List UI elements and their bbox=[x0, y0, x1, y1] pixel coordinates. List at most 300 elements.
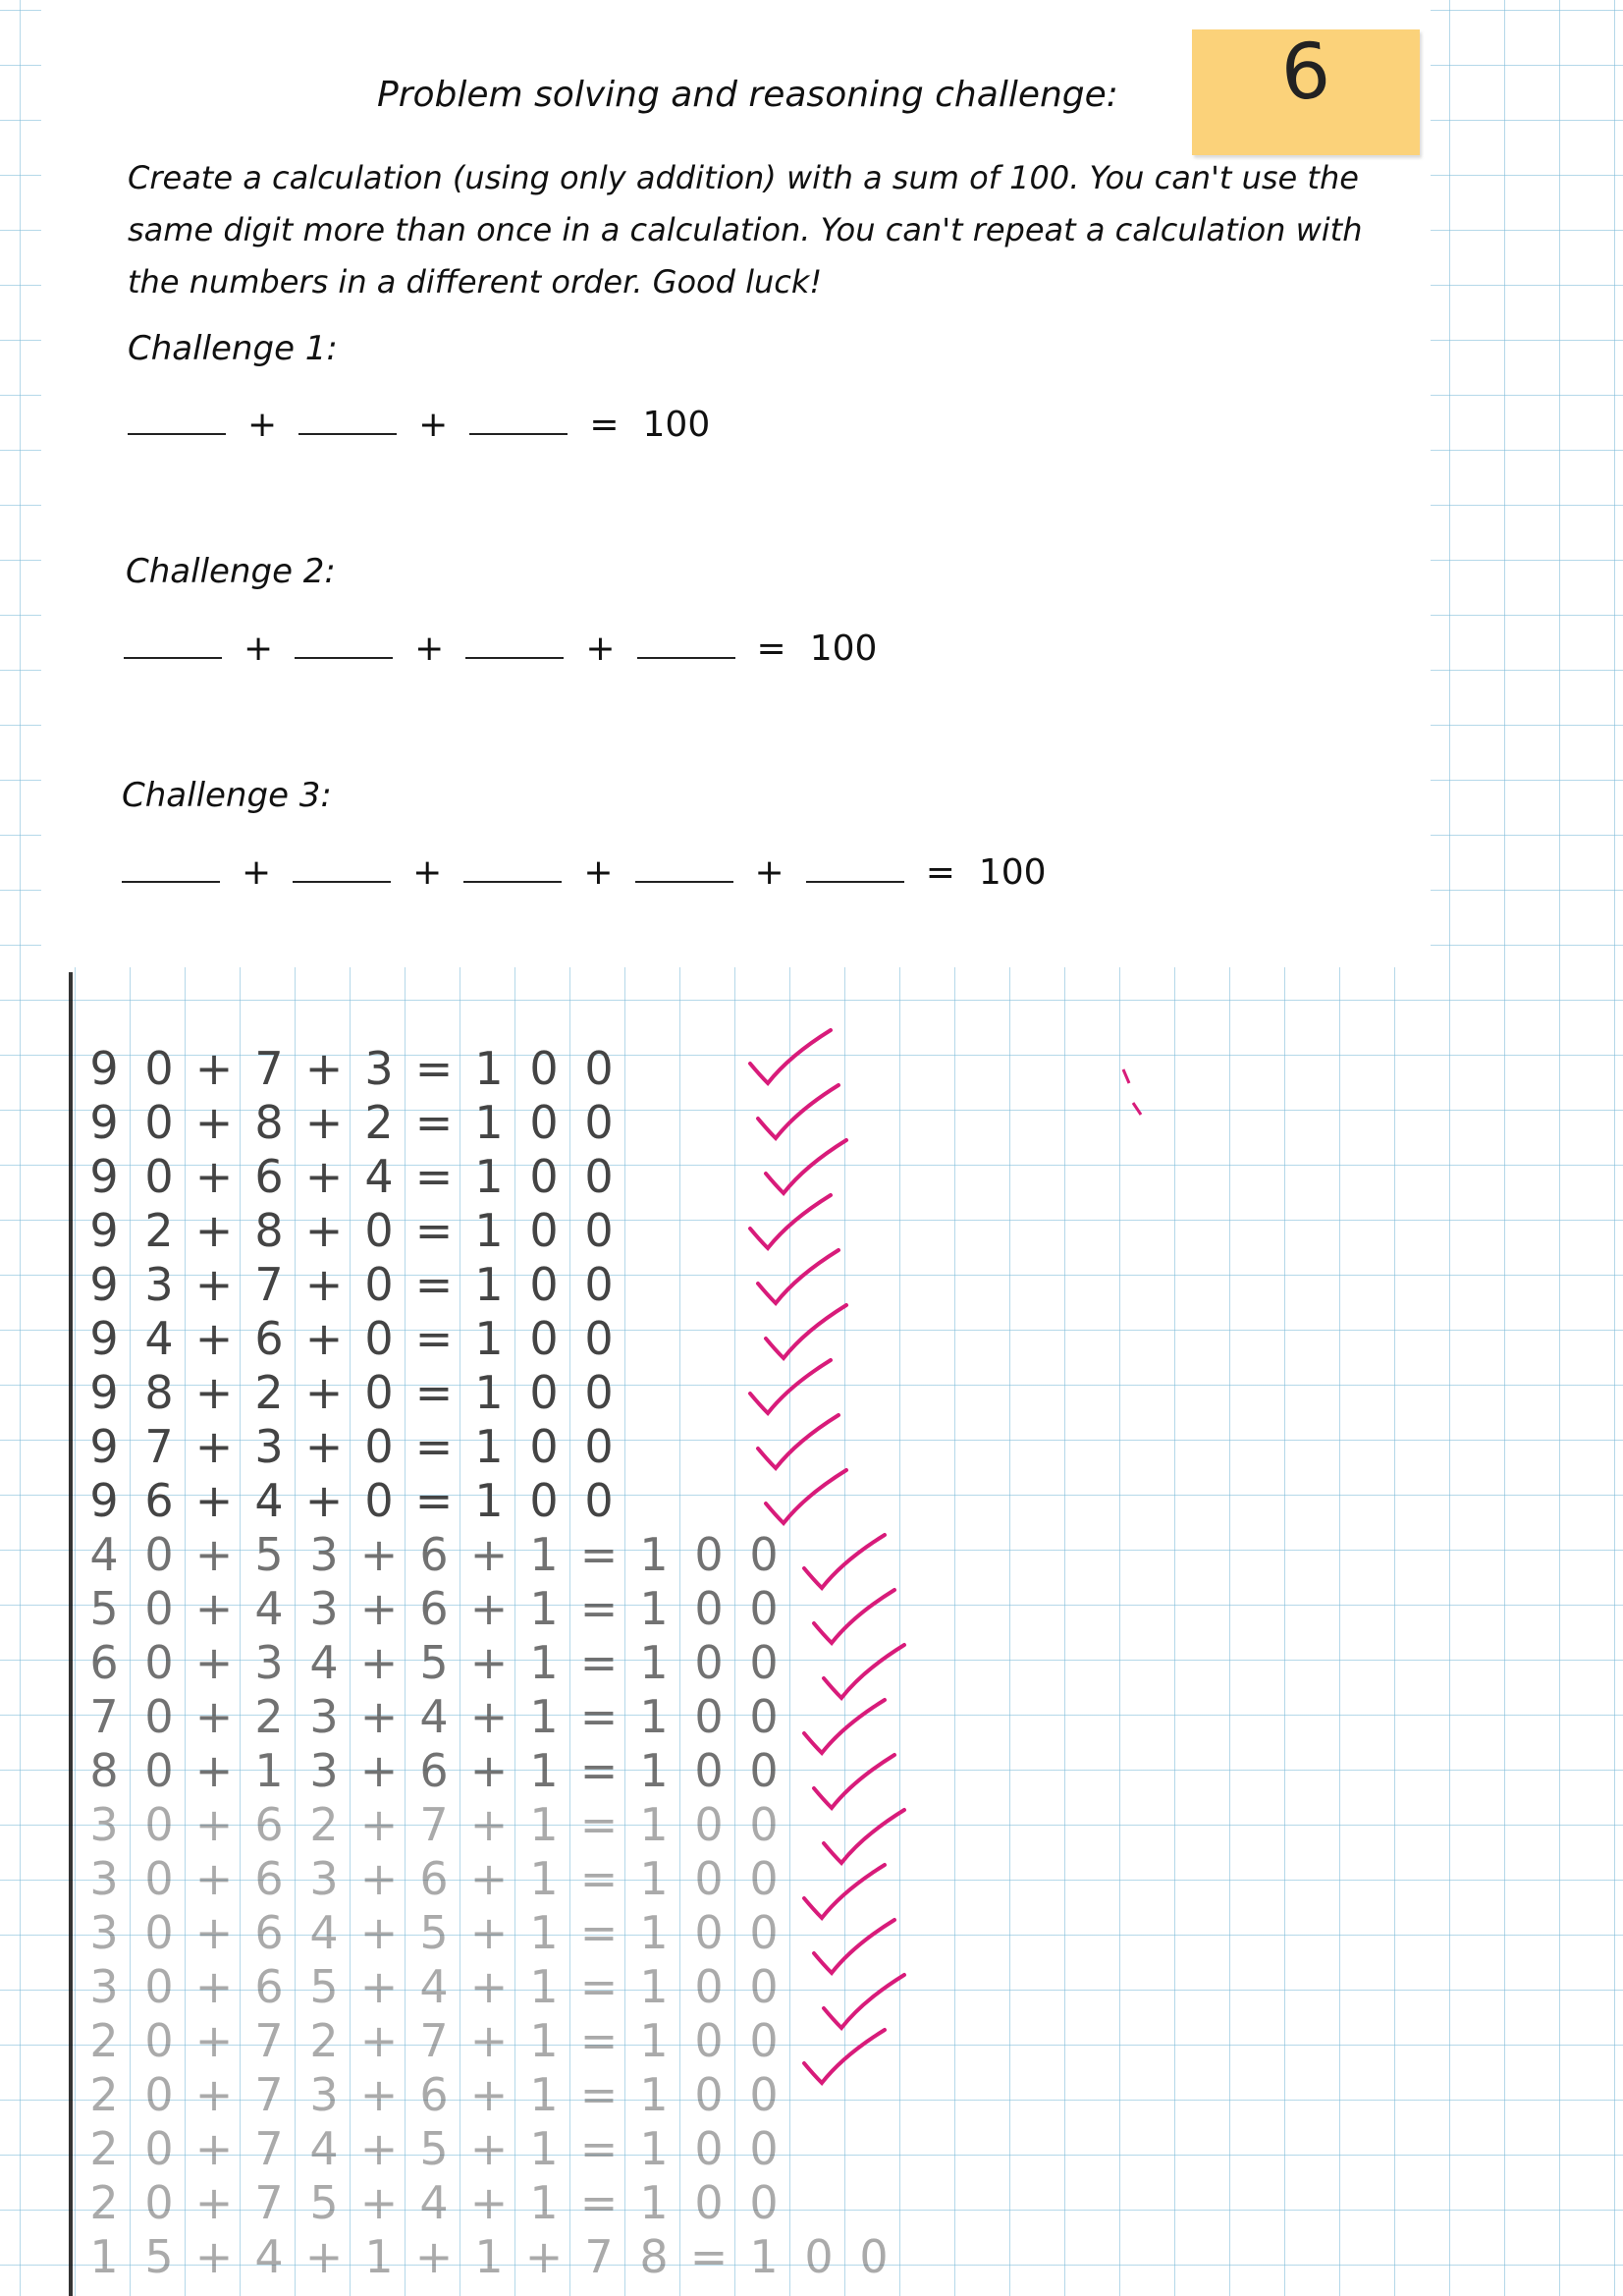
handwritten-char: 0 bbox=[144, 1582, 174, 1635]
handwritten-char: + bbox=[304, 1474, 344, 1527]
handwritten-char: 1 bbox=[639, 1528, 669, 1581]
handwritten-char: + bbox=[469, 2176, 509, 2229]
handwritten-char: + bbox=[194, 1906, 234, 1959]
handwritten-char: + bbox=[194, 1798, 234, 1851]
handwritten-char: 6 bbox=[419, 2068, 449, 2121]
handwritten-char: 9 bbox=[89, 1312, 119, 1365]
handwritten-char: 1 bbox=[529, 2068, 559, 2121]
handwritten-char: 8 bbox=[89, 1744, 119, 1797]
handwritten-char: 7 bbox=[144, 1420, 174, 1473]
handwritten-char: 0 bbox=[749, 1636, 779, 1689]
handwritten-char: 6 bbox=[254, 1150, 284, 1203]
handwritten-char: + bbox=[304, 1258, 344, 1311]
handwritten-char: = bbox=[579, 1636, 619, 1689]
handwritten-char: = bbox=[414, 1366, 454, 1419]
handwritten-char: 0 bbox=[749, 2122, 779, 2175]
handwritten-char: 1 bbox=[529, 2014, 559, 2067]
handwritten-char: + bbox=[359, 1690, 399, 1743]
handwritten-char: + bbox=[359, 2122, 399, 2175]
handwritten-row bbox=[77, 1203, 626, 1258]
handwritten-char: 6 bbox=[419, 1528, 449, 1581]
handwritten-char: 1 bbox=[474, 1042, 504, 1095]
handwritten-row bbox=[77, 1365, 626, 1420]
handwritten-char: 1 bbox=[639, 2068, 669, 2121]
handwritten-char: 6 bbox=[254, 1960, 284, 2013]
handwritten-char: 7 bbox=[89, 1690, 119, 1743]
handwritten-row bbox=[77, 1905, 791, 1960]
handwritten-char: + bbox=[359, 2014, 399, 2067]
handwritten-char: 0 bbox=[694, 1636, 724, 1689]
handwritten-char: = bbox=[414, 1474, 454, 1527]
sticky-note bbox=[1192, 29, 1420, 155]
handwritten-char: 9 bbox=[89, 1420, 119, 1473]
challenge-2-label: Challenge 2: bbox=[126, 552, 336, 591]
handwritten-row bbox=[77, 2229, 901, 2284]
handwritten-char: 7 bbox=[254, 2122, 284, 2175]
handwritten-char: 9 bbox=[89, 1366, 119, 1419]
handwritten-char: 4 bbox=[254, 1474, 284, 1527]
handwritten-char: 1 bbox=[529, 1636, 559, 1689]
handwritten-char: 0 bbox=[364, 1474, 394, 1527]
handwritten-char: + bbox=[194, 1582, 234, 1635]
handwritten-char: 0 bbox=[144, 1042, 174, 1095]
handwritten-row bbox=[77, 1959, 791, 2014]
handwritten-char: 0 bbox=[364, 1258, 394, 1311]
handwritten-char: 0 bbox=[749, 1528, 779, 1581]
handwritten-char: 7 bbox=[584, 2230, 614, 2283]
answer-blank[interactable] bbox=[298, 427, 397, 435]
handwritten-char: 7 bbox=[254, 1258, 284, 1311]
target-total: 100 bbox=[809, 629, 878, 669]
handwritten-char: 1 bbox=[529, 1528, 559, 1581]
answer-blank[interactable] bbox=[122, 875, 220, 883]
handwritten-char: + bbox=[194, 1096, 234, 1149]
handwritten-char: 1 bbox=[639, 2122, 669, 2175]
handwritten-char: + bbox=[469, 1528, 509, 1581]
handwritten-char: + bbox=[194, 1852, 234, 1905]
handwritten-char: 6 bbox=[419, 1852, 449, 1905]
handwritten-char: 1 bbox=[529, 1852, 559, 1905]
answer-blank[interactable] bbox=[293, 875, 391, 883]
handwritten-char: 0 bbox=[364, 1312, 394, 1365]
handwritten-char: 0 bbox=[364, 1420, 394, 1473]
handwritten-char: + bbox=[194, 2122, 234, 2175]
handwritten-char: 3 bbox=[254, 1636, 284, 1689]
handwritten-char: 0 bbox=[529, 1258, 559, 1311]
handwritten-char: 6 bbox=[254, 1798, 284, 1851]
handwritten-char: = bbox=[579, 2122, 619, 2175]
handwritten-char: 4 bbox=[89, 1528, 119, 1581]
teacher-tick bbox=[762, 1466, 850, 1535]
handwritten-char: 0 bbox=[694, 1582, 724, 1635]
handwritten-char: 4 bbox=[309, 1906, 339, 1959]
handwritten-char: 1 bbox=[639, 2014, 669, 2067]
handwritten-char: 0 bbox=[144, 1096, 174, 1149]
handwritten-char: 2 bbox=[144, 1204, 174, 1257]
handwritten-char: 1 bbox=[639, 1582, 669, 1635]
handwritten-char: = bbox=[579, 2176, 619, 2229]
handwritten-char: 1 bbox=[529, 1744, 559, 1797]
handwritten-char: 0 bbox=[144, 1636, 174, 1689]
target-total: 100 bbox=[978, 852, 1047, 893]
handwritten-char: 5 bbox=[419, 1636, 449, 1689]
handwritten-char: + bbox=[469, 1906, 509, 1959]
handwritten-char: 6 bbox=[254, 1906, 284, 1959]
handwritten-char: 0 bbox=[694, 1690, 724, 1743]
handwritten-char: 8 bbox=[144, 1366, 174, 1419]
handwritten-char: 3 bbox=[89, 1798, 119, 1851]
handwritten-char: 1 bbox=[474, 1474, 504, 1527]
handwritten-row bbox=[77, 1311, 626, 1366]
handwritten-char: 0 bbox=[584, 1096, 614, 1149]
handwritten-char: = bbox=[414, 1150, 454, 1203]
handwritten-char: 0 bbox=[584, 1042, 614, 1095]
handwritten-char: = bbox=[579, 1798, 619, 1851]
handwritten-char: 1 bbox=[474, 1150, 504, 1203]
plus-sign: + bbox=[414, 629, 445, 669]
handwritten-char: 4 bbox=[144, 1312, 174, 1365]
handwritten-char: 0 bbox=[584, 1312, 614, 1365]
challenge-3-label: Challenge 3: bbox=[122, 776, 332, 815]
handwritten-char: 1 bbox=[474, 1258, 504, 1311]
handwritten-char: + bbox=[359, 1960, 399, 2013]
instructions-text: Create a calculation (using only addition) with a sum of 100. You can't use the same digit more than once in a calculation. You can't repeat a calculation with the numbers in a different order. Good luck! bbox=[128, 159, 1363, 301]
handwritten-char: 3 bbox=[89, 1852, 119, 1905]
handwritten-char: 0 bbox=[529, 1420, 559, 1473]
handwritten-char: 0 bbox=[144, 1960, 174, 2013]
handwritten-char: 8 bbox=[254, 1096, 284, 1149]
handwritten-char: 6 bbox=[254, 1312, 284, 1365]
handwritten-char: 0 bbox=[529, 1204, 559, 1257]
teacher-tick bbox=[800, 2026, 889, 2095]
target-total: 100 bbox=[642, 405, 711, 445]
handwritten-char: + bbox=[469, 1690, 509, 1743]
handwritten-char: 5 bbox=[419, 1906, 449, 1959]
handwritten-char: 1 bbox=[254, 1744, 284, 1797]
answer-blank[interactable] bbox=[806, 875, 904, 883]
handwritten-char: 0 bbox=[859, 2230, 889, 2283]
handwritten-char: + bbox=[469, 1744, 509, 1797]
handwritten-char: + bbox=[194, 1204, 234, 1257]
handwritten-char: 0 bbox=[694, 1906, 724, 1959]
plus-sign: + bbox=[243, 629, 274, 669]
handwritten-char: 1 bbox=[474, 1096, 504, 1149]
handwritten-char: + bbox=[194, 1690, 234, 1743]
handwritten-char: 0 bbox=[529, 1312, 559, 1365]
handwritten-char: 1 bbox=[474, 1420, 504, 1473]
plus-sign: + bbox=[585, 629, 616, 669]
handwritten-char: = bbox=[579, 1528, 619, 1581]
handwritten-char: 1 bbox=[474, 1204, 504, 1257]
handwritten-char: 1 bbox=[529, 1690, 559, 1743]
handwritten-char: + bbox=[359, 1906, 399, 1959]
handwritten-char: 1 bbox=[529, 1960, 559, 2013]
handwritten-char: 9 bbox=[89, 1042, 119, 1095]
handwritten-char: 9 bbox=[89, 1204, 119, 1257]
handwritten-char: 1 bbox=[529, 2122, 559, 2175]
handwritten-char: + bbox=[304, 1420, 344, 1473]
handwritten-char: 6 bbox=[419, 1582, 449, 1635]
handwritten-char: + bbox=[304, 1312, 344, 1365]
handwritten-char: 2 bbox=[89, 2068, 119, 2121]
handwritten-char: 2 bbox=[89, 2122, 119, 2175]
handwritten-char: 0 bbox=[144, 1906, 174, 1959]
plus-sign: + bbox=[583, 852, 614, 893]
worksheet bbox=[41, 0, 1431, 967]
handwritten-char: 0 bbox=[749, 1798, 779, 1851]
handwritten-char: + bbox=[469, 1798, 509, 1851]
handwritten-char: 0 bbox=[144, 1852, 174, 1905]
handwritten-char: 2 bbox=[254, 1366, 284, 1419]
handwritten-char: + bbox=[194, 1042, 234, 1095]
handwritten-char: 0 bbox=[584, 1366, 614, 1419]
sticky-note-number: 6 bbox=[1278, 27, 1333, 119]
handwritten-char: 4 bbox=[254, 1582, 284, 1635]
handwritten-char: = bbox=[579, 1906, 619, 1959]
handwritten-char: 0 bbox=[144, 1150, 174, 1203]
handwritten-char: 1 bbox=[639, 2176, 669, 2229]
handwritten-char: + bbox=[194, 1312, 234, 1365]
challenge-1-label: Challenge 1: bbox=[128, 329, 338, 368]
handwritten-char: 1 bbox=[529, 1798, 559, 1851]
handwritten-char: + bbox=[194, 1150, 234, 1203]
handwritten-char: + bbox=[304, 2230, 344, 2283]
handwritten-char: 1 bbox=[639, 1906, 669, 1959]
plus-sign: + bbox=[418, 405, 449, 445]
handwritten-char: 0 bbox=[749, 1852, 779, 1905]
handwritten-char: 5 bbox=[89, 1582, 119, 1635]
handwritten-char: 2 bbox=[309, 1798, 339, 1851]
handwritten-char: + bbox=[469, 2014, 509, 2067]
handwritten-row bbox=[77, 1095, 626, 1150]
handwritten-char: 0 bbox=[804, 2230, 834, 2283]
handwritten-char: + bbox=[359, 2068, 399, 2121]
handwritten-char: 0 bbox=[144, 2014, 174, 2067]
handwritten-char: 0 bbox=[584, 1204, 614, 1257]
handwritten-char: = bbox=[414, 1096, 454, 1149]
handwritten-char: 2 bbox=[364, 1096, 394, 1149]
handwritten-char: = bbox=[579, 1852, 619, 1905]
handwritten-row bbox=[77, 2121, 791, 2176]
answer-blank[interactable] bbox=[463, 875, 562, 883]
handwritten-char: 5 bbox=[254, 1528, 284, 1581]
handwritten-char: 0 bbox=[584, 1150, 614, 1203]
handwritten-char: + bbox=[194, 2014, 234, 2067]
handwritten-char: + bbox=[359, 1852, 399, 1905]
handwritten-row bbox=[77, 1149, 626, 1204]
handwritten-row bbox=[77, 1581, 791, 1636]
answer-blank[interactable] bbox=[128, 427, 226, 435]
equals-sign: = bbox=[589, 405, 620, 445]
handwritten-char: + bbox=[359, 1582, 399, 1635]
handwritten-char: + bbox=[359, 1528, 399, 1581]
handwritten-char: 2 bbox=[309, 2014, 339, 2067]
handwritten-char: 9 bbox=[89, 1096, 119, 1149]
handwritten-char: = bbox=[579, 1960, 619, 2013]
handwritten-char: 7 bbox=[419, 2014, 449, 2067]
handwritten-row bbox=[77, 1851, 791, 1906]
handwritten-char: 6 bbox=[144, 1474, 174, 1527]
handwritten-row bbox=[77, 1743, 791, 1798]
handwritten-char: 1 bbox=[639, 1690, 669, 1743]
handwritten-char: + bbox=[304, 1096, 344, 1149]
handwritten-row bbox=[77, 1257, 626, 1312]
handwritten-char: 0 bbox=[144, 1744, 174, 1797]
handwritten-char: + bbox=[469, 1852, 509, 1905]
handwritten-char: + bbox=[469, 1582, 509, 1635]
handwritten-char: 0 bbox=[694, 1798, 724, 1851]
handwritten-char: 1 bbox=[529, 2176, 559, 2229]
handwritten-char: 0 bbox=[584, 1420, 614, 1473]
handwritten-char: + bbox=[304, 1366, 344, 1419]
handwritten-row bbox=[77, 1473, 626, 1528]
handwritten-char: 0 bbox=[144, 2176, 174, 2229]
handwritten-char: + bbox=[304, 1204, 344, 1257]
handwritten-char: 0 bbox=[364, 1204, 394, 1257]
challenge-2-equation bbox=[110, 629, 877, 669]
handwritten-char: = bbox=[414, 1042, 454, 1095]
handwritten-char: 0 bbox=[584, 1474, 614, 1527]
handwritten-char: 9 bbox=[89, 1258, 119, 1311]
answer-blank[interactable] bbox=[465, 651, 564, 659]
plus-sign: + bbox=[242, 852, 272, 893]
handwritten-char: 0 bbox=[749, 1690, 779, 1743]
handwritten-char: 0 bbox=[144, 1528, 174, 1581]
handwritten-row bbox=[77, 1689, 791, 1744]
answer-blank[interactable] bbox=[469, 427, 568, 435]
handwritten-char: 0 bbox=[694, 1744, 724, 1797]
handwritten-char: = bbox=[689, 2230, 729, 2283]
handwritten-row bbox=[77, 1041, 626, 1096]
handwritten-char: 4 bbox=[309, 2122, 339, 2175]
handwritten-char: 0 bbox=[694, 2068, 724, 2121]
handwritten-char: 1 bbox=[474, 1366, 504, 1419]
handwritten-char: 3 bbox=[309, 1528, 339, 1581]
handwritten-char: 4 bbox=[309, 1636, 339, 1689]
handwritten-row bbox=[77, 2013, 791, 2068]
handwritten-row bbox=[77, 2175, 791, 2230]
handwritten-char: 4 bbox=[419, 2176, 449, 2229]
handwritten-char: 1 bbox=[639, 1960, 669, 2013]
handwritten-char: + bbox=[469, 1960, 509, 2013]
handwritten-char: = bbox=[414, 1258, 454, 1311]
handwritten-char: 7 bbox=[254, 1042, 284, 1095]
handwritten-char: + bbox=[359, 1636, 399, 1689]
handwritten-char: 7 bbox=[254, 2068, 284, 2121]
handwritten-char: 2 bbox=[254, 1690, 284, 1743]
handwritten-row bbox=[77, 1797, 791, 1852]
handwritten-row bbox=[77, 1419, 626, 1474]
handwritten-char: + bbox=[194, 1744, 234, 1797]
handwritten-char: 5 bbox=[309, 1960, 339, 2013]
handwritten-char: 0 bbox=[749, 1582, 779, 1635]
handwritten-char: 1 bbox=[89, 2230, 119, 2283]
handwritten-char: = bbox=[414, 1420, 454, 1473]
handwritten-char: + bbox=[194, 2176, 234, 2229]
handwritten-char: 2 bbox=[89, 2014, 119, 2067]
handwritten-char: 0 bbox=[529, 1474, 559, 1527]
handwritten-char: + bbox=[469, 2068, 509, 2121]
handwritten-char: 0 bbox=[694, 1852, 724, 1905]
handwritten-char: 6 bbox=[89, 1636, 119, 1689]
equals-sign: = bbox=[925, 852, 955, 893]
handwritten-char: = bbox=[579, 2068, 619, 2121]
handwritten-char: 3 bbox=[309, 1744, 339, 1797]
handwritten-char: + bbox=[359, 1744, 399, 1797]
handwritten-char: 3 bbox=[309, 1852, 339, 1905]
worksheet-title: Problem solving and reasoning challenge: bbox=[377, 75, 1118, 115]
answer-blank[interactable] bbox=[635, 875, 733, 883]
margin-line bbox=[69, 972, 73, 2296]
plus-sign: + bbox=[247, 405, 278, 445]
plus-sign: + bbox=[754, 852, 784, 893]
handwritten-char: 4 bbox=[419, 1960, 449, 2013]
handwritten-char: 3 bbox=[364, 1042, 394, 1095]
handwritten-char: = bbox=[579, 2014, 619, 2067]
handwritten-char: 2 bbox=[89, 2176, 119, 2229]
handwritten-char: 0 bbox=[144, 1690, 174, 1743]
handwritten-char: 0 bbox=[529, 1096, 559, 1149]
handwritten-char: 0 bbox=[749, 2014, 779, 2067]
handwritten-char: 0 bbox=[749, 1744, 779, 1797]
handwritten-char: 8 bbox=[254, 1204, 284, 1257]
handwritten-char: 3 bbox=[89, 1960, 119, 2013]
handwritten-char: 3 bbox=[254, 1420, 284, 1473]
handwritten-char: 0 bbox=[529, 1042, 559, 1095]
handwritten-char: + bbox=[194, 2230, 234, 2283]
answer-blank[interactable] bbox=[124, 651, 222, 659]
handwritten-char: + bbox=[194, 2068, 234, 2121]
handwritten-char: 6 bbox=[419, 1744, 449, 1797]
handwritten-char: 1 bbox=[364, 2230, 394, 2283]
stray-pen-mark bbox=[1119, 1066, 1149, 1124]
handwritten-char: + bbox=[194, 1366, 234, 1419]
answer-blank[interactable] bbox=[295, 651, 393, 659]
handwritten-char: 0 bbox=[749, 1906, 779, 1959]
handwritten-char: 5 bbox=[309, 2176, 339, 2229]
handwritten-char: 7 bbox=[254, 2014, 284, 2067]
handwritten-char: 0 bbox=[694, 1960, 724, 2013]
handwritten-char: + bbox=[469, 2122, 509, 2175]
handwritten-char: + bbox=[194, 1960, 234, 2013]
handwritten-char: 4 bbox=[254, 2230, 284, 2283]
handwritten-char: 9 bbox=[89, 1150, 119, 1203]
handwritten-char: 1 bbox=[749, 2230, 779, 2283]
handwritten-char: 0 bbox=[529, 1366, 559, 1419]
handwritten-char: = bbox=[414, 1204, 454, 1257]
handwritten-char: 1 bbox=[639, 1744, 669, 1797]
handwritten-char: 4 bbox=[364, 1150, 394, 1203]
handwritten-char: 3 bbox=[309, 1582, 339, 1635]
handwritten-char: 7 bbox=[254, 2176, 284, 2229]
handwritten-char: + bbox=[194, 1420, 234, 1473]
handwritten-char: 6 bbox=[254, 1852, 284, 1905]
handwritten-char: 9 bbox=[89, 1474, 119, 1527]
handwritten-char: 0 bbox=[694, 2122, 724, 2175]
handwritten-char: 0 bbox=[694, 2176, 724, 2229]
handwritten-char: 1 bbox=[639, 1798, 669, 1851]
answer-blank[interactable] bbox=[637, 651, 735, 659]
handwritten-char: = bbox=[579, 1582, 619, 1635]
handwritten-char: 0 bbox=[584, 1258, 614, 1311]
handwritten-row bbox=[77, 1635, 791, 1690]
handwritten-char: = bbox=[579, 1690, 619, 1743]
handwritten-char: 1 bbox=[639, 1636, 669, 1689]
handwritten-char: 8 bbox=[639, 2230, 669, 2283]
handwritten-char: + bbox=[469, 1636, 509, 1689]
handwritten-char: + bbox=[414, 2230, 454, 2283]
handwritten-char: = bbox=[579, 1744, 619, 1797]
